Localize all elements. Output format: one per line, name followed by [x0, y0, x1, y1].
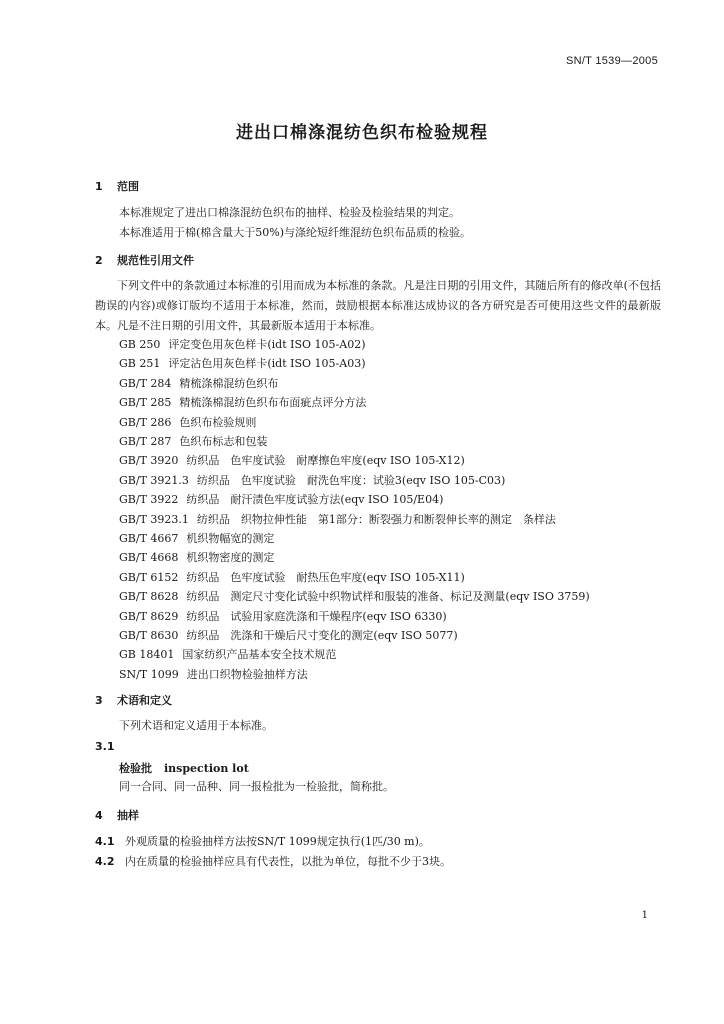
reference-code: SN/T 1099 — [119, 667, 179, 681]
sampling-clause-4-2 — [95, 855, 451, 869]
section-number: 1 — [95, 180, 103, 193]
reference-code: GB/T 6152 — [119, 570, 179, 584]
reference-title: 进出口织物检验抽样方法 — [186, 667, 308, 681]
section-number: 3 — [95, 694, 103, 707]
section-3-heading — [95, 692, 172, 708]
reference-item — [119, 472, 505, 488]
reference-item — [119, 433, 267, 449]
reference-title: 纺织品 织物拉伸性能 第1部分：断裂强力和断裂伸长率的测定 条样法 — [196, 512, 556, 526]
reference-code: GB/T 3922 — [119, 493, 179, 507]
section-4-heading — [95, 807, 139, 823]
reference-item — [119, 666, 308, 682]
reference-code: GB/T 3921.3 — [119, 473, 189, 487]
section-title: 术语和定义 — [117, 694, 172, 707]
term-chinese: 检验批 — [119, 762, 152, 775]
scope-line-1: 本标准规定了进出口棉涤混纺色织布的抽样、检验及检验结果的判定。 — [119, 206, 460, 219]
document-title: 进出口棉涤混纺色织布检验规程 — [236, 123, 488, 143]
reference-item — [119, 414, 256, 430]
clause-number: 4.1 — [95, 835, 115, 848]
reference-item — [119, 452, 465, 468]
reference-title: 色织布检验规则 — [179, 415, 257, 429]
reference-title: 纺织品 色牢度试验 耐摩擦色牢度(eqv ISO 105-X12) — [186, 454, 465, 468]
reference-item — [119, 569, 465, 585]
reference-code: GB/T 4668 — [119, 551, 179, 565]
reference-item — [119, 375, 278, 391]
term-entry — [119, 760, 249, 776]
section-number: 2 — [95, 254, 103, 267]
reference-code: GB/T 287 — [119, 435, 172, 448]
reference-code: GB/T 3920 — [119, 454, 179, 468]
reference-item — [119, 549, 274, 565]
section-number: 4 — [95, 809, 103, 822]
reference-item — [119, 646, 336, 662]
sampling-clause-4-1 — [95, 835, 430, 849]
reference-title: 纺织品 耐汗渍色牢度试验方法(eqv ISO 105/E04) — [186, 493, 444, 507]
reference-item — [119, 530, 274, 546]
reference-title: 评定沾色用灰色样卡(idt ISO 105-A03) — [168, 357, 366, 371]
reference-title: 机织物密度的测定 — [186, 551, 275, 565]
reference-item — [119, 355, 365, 371]
scope-line-2: 本标准适用于棉(棉含量大于50%)与涤纶短纤维混纺色织布品质的检验。 — [119, 226, 472, 239]
reference-code: GB/T 3923.1 — [119, 512, 189, 526]
reference-title: 纺织品 色牢度试验 耐热压色牢度(eqv ISO 105-X11) — [186, 570, 465, 584]
reference-code: GB 251 — [119, 357, 161, 371]
reference-code: GB/T 8629 — [119, 609, 179, 623]
reference-item — [119, 336, 365, 352]
reference-item — [119, 491, 443, 507]
reference-title: 纺织品 洗涤和干燥后尺寸变化的测定(eqv ISO 5077) — [186, 629, 458, 642]
clause-number: 3.1 — [95, 740, 115, 753]
reference-code: GB 18401 — [119, 648, 175, 662]
reference-item — [119, 627, 458, 643]
clause-text: 外观质量的检验抽样方法按SN/T 1099规定执行(1匹/30 m)。 — [125, 835, 430, 848]
term-english: inspection lot — [164, 762, 249, 775]
reference-item — [119, 588, 590, 604]
reference-item — [119, 511, 556, 527]
section-title: 范围 — [117, 180, 139, 193]
clause-number: 4.2 — [95, 855, 115, 868]
reference-code: GB/T 4667 — [119, 532, 179, 545]
reference-title: 评定变色用灰色样卡(idt ISO 105-A02) — [168, 338, 366, 351]
term-definition: 同一合同、同一品种、同一报检批为一检验批，简称批。 — [119, 780, 394, 793]
reference-title: 机织物幅宽的测定 — [186, 532, 275, 545]
clause-text: 内在质量的检验抽样应具有代表性，以批为单位，每批不少于3块。 — [125, 855, 451, 868]
reference-title: 纺织品 测定尺寸变化试验中织物试样和服装的准备、标记及测量(eqv ISO 3759) — [186, 590, 590, 604]
section-title: 抽样 — [117, 809, 139, 822]
reference-code: GB/T 285 — [119, 396, 172, 410]
section-1-heading — [95, 178, 139, 194]
reference-title: 纺织品 试验用家庭洗涤和干燥程序(eqv ISO 6330) — [186, 609, 447, 623]
reference-title: 国家纺织产品基本安全技术规范 — [182, 648, 337, 662]
reference-title: 纺织品 色牢度试验 耐洗色牢度：试验3(eqv ISO 105-C03) — [196, 473, 506, 487]
standard-number: SN/T 1539—2005 — [565, 55, 658, 67]
section-title: 规范性引用文件 — [117, 254, 194, 267]
reference-code: GB/T 286 — [119, 415, 172, 429]
reference-code: GB/T 8630 — [119, 629, 179, 642]
reference-title: 精梳涤棉混纺色织布 — [179, 376, 279, 390]
reference-code: GB/T 8628 — [119, 590, 179, 604]
reference-title: 色织布标志和包装 — [179, 435, 268, 448]
reference-code: GB/T 284 — [119, 376, 172, 390]
terms-intro: 下列术语和定义适用于本标准。 — [119, 719, 273, 732]
reference-item — [119, 394, 366, 410]
reference-title: 精梳涤棉混纺色织布布面疵点评分方法 — [179, 396, 367, 410]
page-number: 1 — [641, 910, 648, 921]
reference-item — [119, 608, 447, 624]
normative-references-intro: 下列文件中的条款通过本标准的引用而成为本标准的条款。凡是注日期的引用文件，其随后所有的修改单(不包括勘误的内容)或修订版均不适用于本标准，然而，鼓励根据本标准达成协议的各方研究是否可使用这些文件的最新版本。凡是不注日期的引用文件，其最新版本适用于本标准。 — [95, 279, 661, 332]
reference-code: GB 250 — [119, 338, 161, 351]
section-2-heading — [95, 252, 194, 268]
